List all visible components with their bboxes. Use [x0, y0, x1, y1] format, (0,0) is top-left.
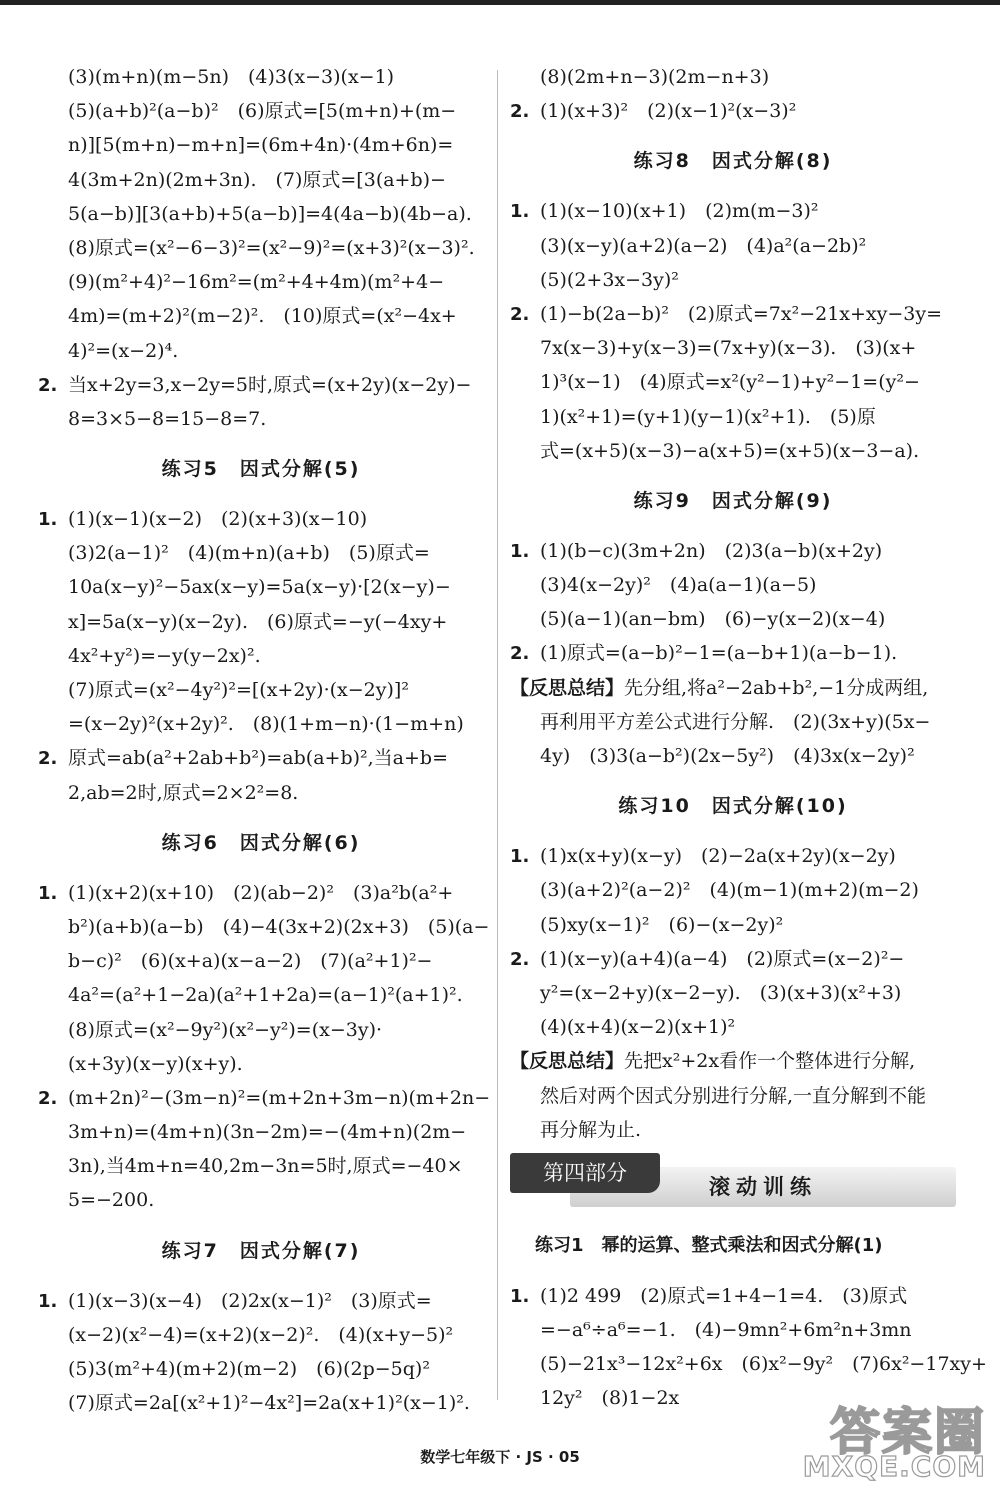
answer-text: 当x+2y=3,x−2y=5时,原式=(x+2y)(x−2y)− [68, 373, 472, 396]
answer-text: (5)(2+3x−3y)² [540, 268, 679, 291]
answer-line [38, 1183, 484, 1217]
answer-line [510, 534, 956, 568]
answer-line [510, 1313, 956, 1347]
part-label: 第四部分 [510, 1153, 660, 1193]
answer-line [510, 331, 956, 365]
answer-line [510, 839, 956, 873]
section-heading: 练习1 幂的运算、整式乘法和因式分解(1) [535, 1234, 883, 1256]
answer-text: (7)原式=2a[(x²+1)²−4x²]=2a(x+1)²(x−1)². [68, 1392, 470, 1415]
answer-text: x]=5a(x−y)(x−2y). (6)原式=−y(−4xy+ [68, 610, 448, 633]
answer-text: (5)−21x³−12x²+6x (6)x²−9y² (7)6x²−17xy+ [540, 1353, 987, 1376]
answer-text: (1)(x−1)(x−2) (2)(x+3)(x−10) [68, 508, 368, 531]
answer-text: (1)(x+3)² (2)(x−1)²(x−3)² [540, 100, 797, 123]
answer-text: 式=(x+5)(x−3)−a(x+5)=(x+5)(x−3−a). [540, 439, 920, 462]
question-number: 2. [510, 101, 530, 123]
section-heading: 练习5 因式分解(5) [161, 458, 361, 481]
answer-text: 1)(x²+1)=(y+1)(y−1)(x²+1). (5)原 [540, 405, 876, 428]
answer-text: (x−2)(x²−4)=(x+2)(x−2)². (4)(x+y−5)² [68, 1323, 454, 1346]
answer-line [38, 1081, 491, 1115]
question-number: 1. [510, 846, 530, 868]
answer-text: 3m+n)=(4m+n)(3n−2m)=−(4m+n)(2m− [68, 1121, 467, 1144]
answer-text: 4y) (3)3(a−b²)(2x−5y²) (4)3x(x−2y)² [540, 745, 915, 767]
left-column [38, 60, 491, 1420]
question-number: 2. [38, 374, 58, 396]
answer-line [38, 1115, 484, 1149]
answer-text: (7)原式=(x²−4y²)²=[(x+2y)·(x−2y)]² [68, 679, 409, 701]
answer-text: (5)(a−1)(an−bm) (6)−y(x−2)(x−4) [540, 608, 886, 631]
answer-line [38, 265, 484, 299]
answer-text: (3)(m+n)(m−5n) (4)3(x−3)(x−1) [68, 66, 395, 88]
answer-line [38, 910, 490, 944]
answer-line [510, 400, 956, 434]
question-number: 2. [38, 748, 58, 770]
answer-text: 再分解为止. [540, 1118, 642, 1141]
answer-line [510, 1279, 956, 1313]
answer-line [510, 602, 956, 636]
answer-text: 10a(x−y)²−5ax(x−y)=5a(x−y)·[2(x−y)− [68, 576, 451, 599]
answer-text: 先把x²+2x看作一个整体进行分解, [624, 1050, 916, 1073]
question-number: 2. [38, 1087, 58, 1109]
answer-line [510, 636, 956, 670]
answer-line [510, 229, 956, 263]
answer-line [510, 1347, 987, 1381]
answer-line [510, 1079, 956, 1113]
answer-line [510, 60, 956, 94]
answer-line [38, 639, 484, 673]
answer-line [38, 1386, 484, 1420]
answer-text: 3n),当4m+n=40,2m−3n=5时,原式=−40× [68, 1155, 463, 1178]
answer-line [38, 707, 484, 741]
answer-text: y²=(x−2+y)(x−2−y). (3)(x+3)(x²+3) [540, 981, 902, 1004]
answer-line [510, 908, 956, 942]
answer-text: 5(a−b)][3(a+b)+5(a−b)]=4(4a−b)(4b−a). [68, 202, 472, 225]
answer-line [38, 741, 484, 775]
answer-text: (1)(x−3)(x−4) (2)2x(x−1)² (3)原式= [68, 1289, 432, 1312]
answer-line [510, 297, 956, 331]
answer-text: b−c)² (6)(x+a)(x−a−2) (7)(a²+1)²− [68, 950, 433, 973]
answer-line [510, 1044, 956, 1078]
answer-line [38, 1318, 484, 1352]
question-number: 1. [38, 509, 58, 531]
answer-line [510, 671, 956, 705]
answer-line [510, 942, 956, 976]
watermark-url: MXQE.COM [802, 1450, 986, 1483]
answer-line [510, 263, 956, 297]
answer-line [38, 60, 484, 94]
answer-line [38, 334, 484, 368]
answer-text: (5)xy(x−1)² (6)−(x−2y)² [540, 913, 784, 936]
answer-text: 先分组,将a²−2ab+b²,−1分成两组, [624, 676, 929, 699]
answer-text: 4)²=(x−2)⁴. [68, 339, 179, 362]
answer-text: 4x²+y²)=−y(y−2x)². [68, 644, 261, 667]
answer-text: (1)原式=(a−b)²−1=(a−b+1)(a−b−1). [540, 642, 898, 665]
answer-line [510, 568, 956, 602]
answer-line [38, 1284, 484, 1318]
answer-text: (4)(x+4)(x−2)(x+1)² [540, 1016, 736, 1039]
answer-text: 1)³(x−1) (4)原式=x²(y²−1)+y²−1=(y²− [540, 371, 920, 394]
answer-line [38, 605, 484, 639]
answer-text: (m+2n)²−(3m−n)²=(m+2n+3m−n)(m+2n− [68, 1086, 491, 1109]
watermark-logo [776, 1392, 986, 1484]
column-divider [497, 70, 498, 1400]
answer-line [38, 570, 484, 604]
top-border [0, 0, 1000, 5]
question-number: 2. [510, 643, 530, 665]
answer-text: (8)原式=(x²−9y²)(x²−y²)=(x−3y)· [68, 1018, 383, 1041]
answer-line [510, 705, 956, 739]
answer-line [38, 673, 484, 707]
answer-text: (1)x(x+y)(x−y) (2)−2a(x+2y)(x−2y) [540, 845, 896, 868]
question-number: 1. [510, 540, 530, 562]
answer-text: (1)(x+2)(x+10) (2)(ab−2)² (3)a²b(a²+ [68, 881, 454, 904]
answer-line [510, 94, 956, 128]
answer-text: (1)2 499 (2)原式=1+4−1=4. (3)原式 [540, 1284, 908, 1307]
answer-text: (1)(b−c)(3m+2n) (2)3(a−b)(x+2y) [540, 539, 883, 562]
answer-line [510, 1010, 956, 1044]
answer-line [510, 976, 956, 1010]
answer-line [38, 402, 484, 436]
answer-line [38, 876, 484, 910]
answer-text: (x+3y)(x−y)(x+y). [68, 1052, 243, 1075]
answer-text: (1)(x−y)(a+4)(a−4) (2)原式=(x−2)²− [540, 947, 905, 970]
section-heading: 练习10 因式分解(10) [618, 795, 848, 818]
answer-text: n)][5(m+n)−m+n]=(6m+4n)·(4m+6n)= [68, 134, 454, 157]
answer-line [38, 368, 484, 402]
answer-line [38, 776, 484, 810]
answer-text: =(x−2y)²(x+2y)². (8)(1+m−n)·(1−m+n) [68, 713, 464, 736]
answer-text: (1)−b(2a−b)² (2)原式=7x²−21x+xy−3y= [540, 302, 943, 325]
watermark-text: 答案圈 [830, 1403, 986, 1461]
question-number: 1. [38, 1290, 58, 1312]
answer-text: 2,ab=2时,原式=2×2²=8. [68, 781, 299, 804]
question-number: 1. [510, 201, 530, 223]
answer-line [38, 128, 484, 162]
answer-line [510, 434, 956, 468]
answer-text: (3)2(a−1)² (4)(m+n)(a+b) (5)原式= [68, 542, 430, 565]
answer-line [38, 1352, 484, 1386]
answer-text: (3)(a+2)²(a−2)² (4)(m−1)(m+2)(m−2) [540, 879, 919, 902]
answer-line [38, 163, 484, 197]
question-number: 2. [510, 303, 530, 325]
part-banner [510, 1153, 956, 1213]
answer-line [510, 873, 956, 907]
answer-line [38, 1149, 484, 1183]
reflection-tag: 【反思总结】 [510, 1050, 625, 1073]
answer-line [38, 1047, 484, 1081]
answer-line [38, 536, 484, 570]
answer-line [38, 944, 484, 978]
section-heading: 练习6 因式分解(6) [161, 831, 361, 854]
answer-line [38, 231, 484, 265]
question-number: 2. [510, 948, 530, 970]
page-footer: 数学七年级下 · JS · 05 [420, 1448, 580, 1466]
right-column [510, 60, 987, 1416]
answer-text: 再利用平方差公式进行分解. (2)(3x+y)(5x− [540, 710, 931, 733]
answer-line [38, 502, 484, 536]
answer-text: 12y² (8)1−2x [540, 1387, 680, 1410]
answer-line [510, 194, 956, 228]
answer-line [510, 1113, 956, 1147]
answer-text: =−a⁶÷a⁶=−1. (4)−9mn²+6m²n+3mn [540, 1319, 912, 1342]
reflection-tag: 【反思总结】 [510, 676, 625, 699]
answer-line [38, 1013, 484, 1047]
answer-text: 原式=ab(a²+2ab+b²)=ab(a+b)²,当a+b= [68, 747, 449, 770]
answer-text: 7x(x−3)+y(x−3)=(7x+y)(x−3). (3)(x+ [540, 337, 917, 360]
answer-text: b²)(a+b)(a−b) (4)−4(3x+2)(2x+3) (5)(a− [68, 915, 490, 938]
answer-line [38, 978, 484, 1012]
answer-line [38, 299, 484, 333]
answer-text: (8)原式=(x²−6−3)²=(x²−9)²=(x+3)²(x−3)². [68, 236, 475, 259]
answer-text: (3)4(x−2y)² (4)a(a−1)(a−5) [540, 574, 817, 597]
answer-text: (9)(m²+4)²−16m²=(m²+4+4m)(m²+4− [68, 271, 445, 294]
question-number: 1. [510, 1285, 530, 1307]
answer-text: 8=3×5−8=15−8=7. [68, 407, 267, 430]
answer-text: (5)3(m²+4)(m+2)(m−2) (6)(2p−5q)² [68, 1358, 430, 1380]
section-heading: 练习9 因式分解(9) [633, 489, 833, 512]
answer-text: 4m)=(m+2)²(m−2)². (10)原式=(x²−4x+ [68, 305, 457, 328]
answer-line [510, 365, 956, 399]
answer-text: 5=−200. [68, 1189, 155, 1212]
section-heading: 练习8 因式分解(8) [633, 150, 833, 173]
answer-text: (8)(2m+n−3)(2m−n+3) [540, 66, 770, 88]
answer-text: 4a²=(a²+1−2a)(a²+1+2a)=(a−1)²(a+1)². [68, 984, 463, 1007]
answer-line [38, 197, 484, 231]
answer-line [510, 739, 956, 773]
answer-line [38, 94, 484, 128]
answer-text: 然后对两个因式分别进行分解,一直分解到不能 [540, 1084, 927, 1107]
section-heading: 练习7 因式分解(7) [161, 1239, 361, 1262]
answer-text: 4(3m+2n)(2m+3n). (7)原式=[3(a+b)− [68, 168, 446, 191]
part-title: 滚动训练 [709, 1174, 817, 1199]
answer-text: (1)(x−10)(x+1) (2)m(m−3)² [540, 200, 819, 223]
answer-text: (3)(x−y)(a+2)(a−2) (4)a²(a−2b)² [540, 234, 867, 257]
question-number: 1. [38, 882, 58, 904]
answer-text: (5)(a+b)²(a−b)² (6)原式=[5(m+n)+(m− [68, 100, 457, 123]
